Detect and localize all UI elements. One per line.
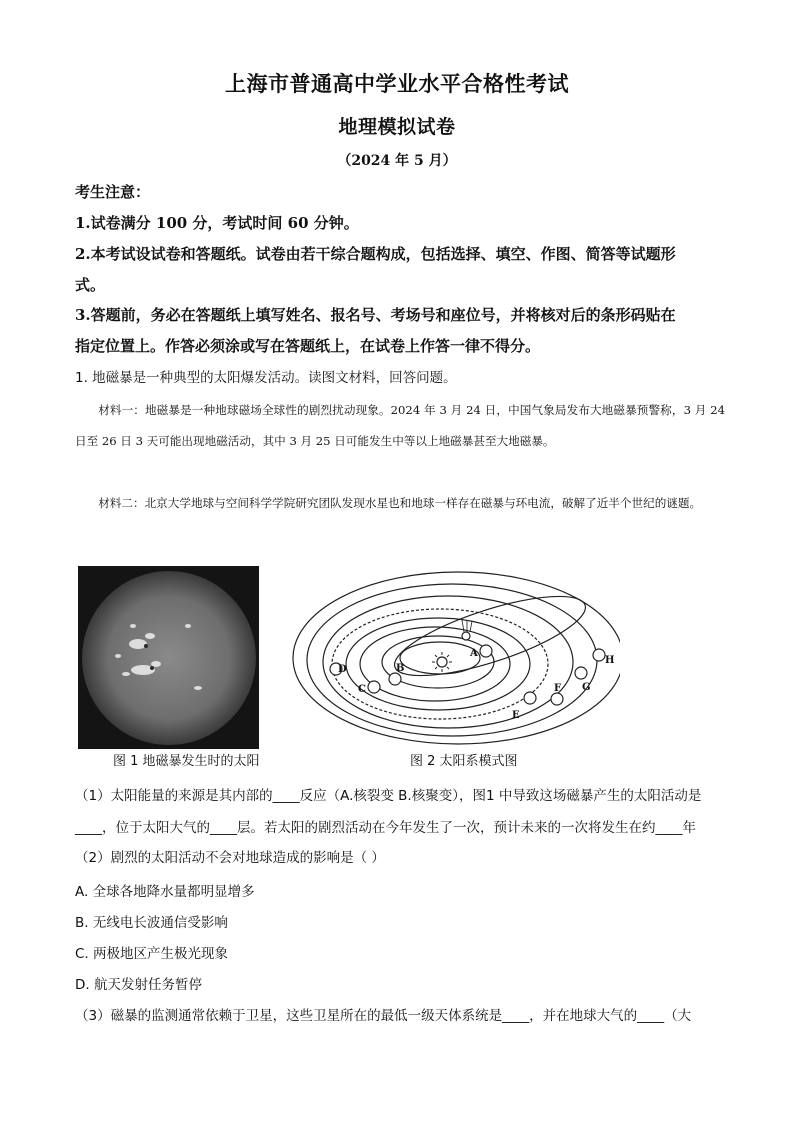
label-g: G xyxy=(582,682,591,693)
material-2: 材料二：北京大学地球与空间科学学院研究团队发现水星也和地球一样存在磁暴与环电流，破解了近半个世纪的谜题。 xyxy=(98,496,702,510)
notice-item-3-line-1: 3.答题前，务必在答题纸上填写姓名、报名号、考场号和座位号，并将核对后的条形码贴在 xyxy=(75,306,676,324)
paper-title: 地理模拟试卷 xyxy=(338,116,456,138)
figure-2-caption: 图 2 太阳系模式图 xyxy=(410,754,518,769)
sun-icon xyxy=(432,652,452,672)
label-h: H xyxy=(605,655,615,666)
option-b: B. 无线电长波通信受影响 xyxy=(75,915,228,931)
solar-system-diagram xyxy=(290,558,620,748)
planet-g xyxy=(575,667,587,679)
exam-date: （2024 年 5 月） xyxy=(337,153,457,169)
material-1: 材料一：地磁暴是一种地球磁场全球性的剧烈扰动现象。2024 年 3 月 24 日，中国气象局发布大地磁暴预警称，3 月 24 日至 26 日 3 天可能出现地磁活动，其中 3 月 25 日可能发生中等以上地磁暴甚至大地磁暴。 xyxy=(75,403,725,448)
exam-title: 上海市普通高中学业水平合格性考试 xyxy=(225,71,569,96)
subquestion-3: （3）磁暴的监测通常依赖于卫星，这些卫星所在的最低一级天体系统是____，并在地球大气的____（大 xyxy=(75,1008,692,1024)
orbit-g xyxy=(307,584,597,736)
option-d: D. 航天发射任务暂停 xyxy=(75,977,202,993)
notice-item-3-line-2: 指定位置上。作答必须涂或写在答题纸上，在试卷上作答一律不得分。 xyxy=(75,337,541,355)
planet-c xyxy=(368,681,380,693)
planet-f xyxy=(551,693,563,705)
label-e: E xyxy=(512,710,520,721)
option-c: C. 两极地区产生极光现象 xyxy=(75,946,229,962)
planet-e xyxy=(524,692,536,704)
figure-1-caption: 图 1 地磁暴发生时的太阳 xyxy=(109,750,264,769)
label-f: F xyxy=(554,683,562,694)
notice-item-2-line-2: 式。 xyxy=(75,276,106,294)
label-b: B xyxy=(396,663,405,674)
option-a: A. 全球各地降水量都明显增多 xyxy=(75,884,255,900)
subquestion-2: （2）剧烈的太阳活动不会对地球造成的影响是（ ） xyxy=(75,850,385,866)
notice-item-2-line-1: 2.本考试设试卷和答题纸。试卷由若干综合题构成，包括选择、填空、作图、简答等试题形 xyxy=(75,245,676,263)
orbit-e xyxy=(332,609,548,719)
planet-b xyxy=(389,673,401,685)
sun-photo-svg xyxy=(78,566,259,749)
planet-h xyxy=(593,649,605,661)
subquestion-1-line-1: （1）太阳能量的来源是其内部的____反应（A.核裂变 B.核聚变），图1 中导致这场磁暴产生的太阳活动是 xyxy=(75,788,702,804)
planet-a xyxy=(480,645,492,657)
notice-item-1: 1.试卷满分 100 分，考试时间 60 分钟。 xyxy=(75,214,359,232)
label-a: A xyxy=(470,648,478,659)
sun-photo xyxy=(78,566,259,749)
orbit-h xyxy=(293,572,620,744)
label-d: D xyxy=(338,664,347,675)
notice-heading: 考生注意： xyxy=(75,183,151,201)
label-c: C xyxy=(358,684,366,695)
question-1-stem: 1. 地磁暴是一种典型的太阳爆发活动。读图文材料，回答问题。 xyxy=(75,370,457,386)
comet-icon xyxy=(462,620,472,640)
subquestion-1-line-2: ____，位于太阳大气的____层。若太阳的剧烈活动在今年发生了一次，预计未来的一次将发生在约____年 xyxy=(75,820,696,836)
